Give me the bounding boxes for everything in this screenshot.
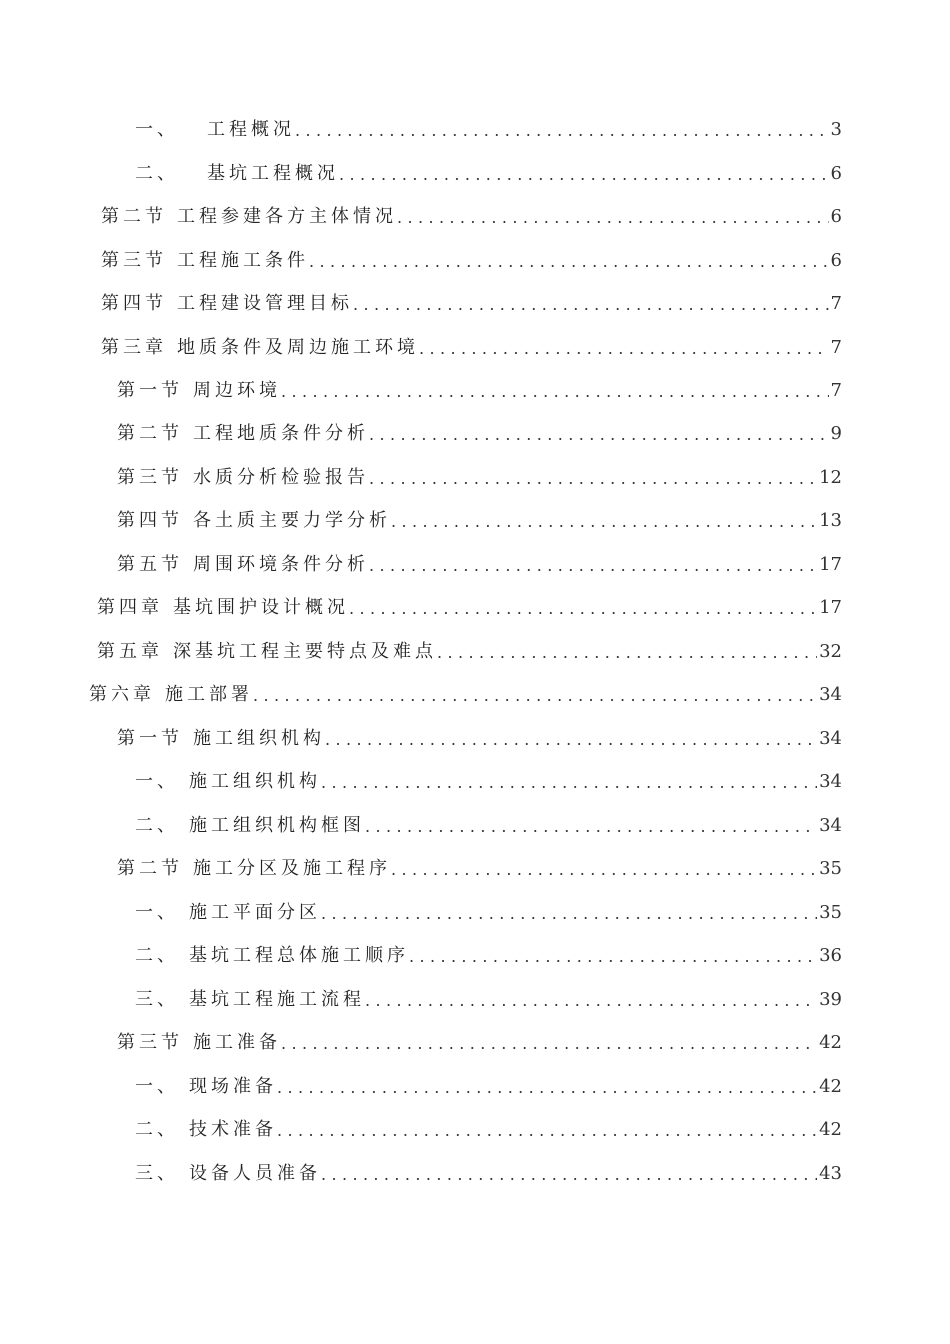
toc-entry-number: 二、 xyxy=(135,815,179,836)
toc-entry-page-number: 35 xyxy=(819,858,842,879)
toc-entry-number: 第四章 xyxy=(97,597,163,618)
toc-entry-text: 各土质主要力学分析 xyxy=(193,510,391,531)
toc-entry-number: 第三节 xyxy=(101,250,167,271)
toc-entry-text: 工程地质条件分析 xyxy=(193,423,369,444)
toc-entry-number: 一、 xyxy=(135,119,179,140)
toc-entry-page-number: 3 xyxy=(830,119,842,140)
toc-entry-title xyxy=(135,160,339,188)
dot-leader xyxy=(339,162,829,188)
toc-entry-page-number: 6 xyxy=(830,206,842,227)
toc-entry[interactable] xyxy=(101,203,842,231)
toc-entry-page-number: 34 xyxy=(819,815,842,836)
toc-entry-number: 第四节 xyxy=(117,510,183,531)
toc-entry-number: 二、 xyxy=(135,945,179,966)
toc-entry-title xyxy=(135,942,409,970)
toc-entry-text: 施工部署 xyxy=(165,684,253,705)
toc-entry-number: 第一节 xyxy=(117,728,183,749)
toc-entry-text: 技术准备 xyxy=(189,1119,277,1140)
toc-entry-page-number: 39 xyxy=(819,989,842,1010)
toc-entry-text: 施工分区及施工程序 xyxy=(193,858,391,879)
toc-entry-text: 基坑工程概况 xyxy=(207,163,339,184)
dot-leader xyxy=(391,509,817,535)
toc-entry[interactable] xyxy=(135,1116,842,1144)
dot-leader xyxy=(325,727,817,753)
toc-entry-page-number: 36 xyxy=(819,945,842,966)
toc-entry-title xyxy=(101,334,419,362)
toc-entry[interactable] xyxy=(135,899,842,927)
toc-entry-page-number: 17 xyxy=(819,554,842,575)
toc-entry-number: 二、 xyxy=(135,163,179,184)
toc-entry-page-number: 42 xyxy=(819,1076,842,1097)
toc-entry-title xyxy=(97,594,349,622)
toc-entry[interactable] xyxy=(135,1073,842,1101)
toc-entry-number: 第五节 xyxy=(117,554,183,575)
dot-leader xyxy=(365,814,817,840)
toc-entry-title xyxy=(117,725,325,753)
toc-entry-page-number: 42 xyxy=(819,1032,842,1053)
toc-entry-title xyxy=(135,1160,321,1188)
toc-entry-text: 施工平面分区 xyxy=(189,902,321,923)
toc-entry[interactable] xyxy=(117,377,842,405)
toc-entry-page-number: 9 xyxy=(830,423,842,444)
dot-leader xyxy=(309,249,829,275)
toc-entry-title xyxy=(135,1073,277,1101)
dot-leader xyxy=(277,1118,817,1144)
toc-entry[interactable] xyxy=(117,725,842,753)
toc-entry-number: 二、 xyxy=(135,1119,179,1140)
toc-entry-text: 基坑围护设计概况 xyxy=(173,597,349,618)
toc-entry-number: 第六章 xyxy=(89,684,155,705)
toc-entry[interactable] xyxy=(117,420,842,448)
toc-entry-number: 第五章 xyxy=(97,641,163,662)
toc-entry-page-number: 42 xyxy=(819,1119,842,1140)
dot-leader xyxy=(369,553,817,579)
toc-entry[interactable] xyxy=(135,812,842,840)
toc-entry-number: 第三节 xyxy=(117,467,183,488)
toc-entry-number: 一、 xyxy=(135,1076,179,1097)
dot-leader xyxy=(409,944,817,970)
toc-entry-title xyxy=(97,638,437,666)
toc-entry-number: 三、 xyxy=(135,1163,179,1184)
toc-entry-text: 基坑工程总体施工顺序 xyxy=(189,945,409,966)
toc-entry-title xyxy=(117,507,391,535)
toc-entry-page-number: 7 xyxy=(830,337,842,358)
toc-entry-title xyxy=(117,1029,281,1057)
toc-entry-number: 第一节 xyxy=(117,380,183,401)
toc-entry-text: 施工准备 xyxy=(193,1032,281,1053)
toc-entry-title xyxy=(117,420,369,448)
toc-entry-text: 基坑工程施工流程 xyxy=(189,989,365,1010)
toc-entry[interactable] xyxy=(97,594,842,622)
dot-leader xyxy=(277,1075,817,1101)
toc-entry-number: 第二节 xyxy=(117,858,183,879)
toc-entry-text: 地质条件及周边施工环境 xyxy=(177,337,419,358)
toc-entry-number: 一、 xyxy=(135,902,179,923)
toc-entry-page-number: 6 xyxy=(830,163,842,184)
toc-entry-page-number: 17 xyxy=(819,597,842,618)
toc-entry[interactable] xyxy=(101,334,842,362)
toc-entry[interactable] xyxy=(117,1029,842,1057)
dot-leader xyxy=(321,901,817,927)
toc-entry[interactable] xyxy=(117,551,842,579)
toc-entry-title xyxy=(117,464,369,492)
toc-entry-number: 第二节 xyxy=(101,206,167,227)
toc-entry[interactable] xyxy=(135,160,842,188)
toc-entry-title xyxy=(101,203,397,231)
dot-leader xyxy=(295,118,829,144)
toc-entry-title xyxy=(101,290,353,318)
toc-entry-text: 水质分析检验报告 xyxy=(193,467,369,488)
toc-entry-page-number: 34 xyxy=(819,728,842,749)
toc-entry-page-number: 7 xyxy=(830,293,842,314)
toc-entry-number: 第四节 xyxy=(101,293,167,314)
toc-entry-text: 深基坑工程主要特点及难点 xyxy=(173,641,437,662)
toc-entry-page-number: 32 xyxy=(819,641,842,662)
toc-entry-title xyxy=(101,247,309,275)
toc-entry-page-number: 7 xyxy=(830,380,842,401)
dot-leader xyxy=(281,379,829,405)
toc-entry[interactable] xyxy=(135,116,842,144)
toc-entry-number: 三、 xyxy=(135,989,179,1010)
toc-entry-text: 工程概况 xyxy=(207,119,295,140)
toc-entry-number: 第三章 xyxy=(101,337,167,358)
toc-entry-page-number: 34 xyxy=(819,684,842,705)
toc-entry[interactable] xyxy=(101,247,842,275)
dot-leader xyxy=(391,857,817,883)
dot-leader xyxy=(437,640,817,666)
toc-entry[interactable] xyxy=(135,942,842,970)
dot-leader xyxy=(321,770,817,796)
toc-entry[interactable] xyxy=(97,638,842,666)
toc-entry-page-number: 34 xyxy=(819,771,842,792)
toc-entry[interactable] xyxy=(89,681,842,709)
toc-entry[interactable] xyxy=(117,507,842,535)
dot-leader xyxy=(369,466,817,492)
dot-leader xyxy=(419,336,829,362)
toc-entry-text: 工程建设管理目标 xyxy=(177,293,353,314)
dot-leader xyxy=(281,1031,817,1057)
dot-leader xyxy=(353,292,829,318)
toc-entry-text: 施工组织机构框图 xyxy=(189,815,365,836)
dot-leader xyxy=(321,1162,817,1188)
dot-leader xyxy=(253,683,817,709)
dot-leader xyxy=(397,205,829,231)
toc-entry-number: 第三节 xyxy=(117,1032,183,1053)
toc-entry-number: 一、 xyxy=(135,771,179,792)
dot-leader xyxy=(369,422,829,448)
toc-entry-title xyxy=(135,116,295,144)
toc-entry[interactable] xyxy=(135,768,842,796)
dot-leader xyxy=(349,596,817,622)
toc-entry-title xyxy=(89,681,253,709)
toc-entry-page-number: 12 xyxy=(819,467,842,488)
toc-entry-title xyxy=(135,986,365,1014)
toc-entry-text: 现场准备 xyxy=(189,1076,277,1097)
toc-entry-title xyxy=(117,551,369,579)
toc-entry-text: 设备人员准备 xyxy=(189,1163,321,1184)
toc-entry-text: 工程施工条件 xyxy=(177,250,309,271)
toc-entry-page-number: 13 xyxy=(819,510,842,531)
toc-entry-title xyxy=(117,377,281,405)
toc-entry-text: 周围环境条件分析 xyxy=(193,554,369,575)
toc-entry-text: 工程参建各方主体情况 xyxy=(177,206,397,227)
toc-entry-text: 周边环境 xyxy=(193,380,281,401)
toc-entry-title xyxy=(117,855,391,883)
toc-entry[interactable] xyxy=(117,855,842,883)
toc-entry-page-number: 6 xyxy=(830,250,842,271)
toc-entry-text: 施工组织机构 xyxy=(193,728,325,749)
toc-entry-title xyxy=(135,1116,277,1144)
toc-entry-title xyxy=(135,768,321,796)
toc-entry-title xyxy=(135,899,321,927)
toc-entry[interactable] xyxy=(101,290,842,318)
dot-leader xyxy=(365,988,817,1014)
toc-entry[interactable] xyxy=(117,464,842,492)
toc-entry[interactable] xyxy=(135,1160,842,1188)
toc-entry-title xyxy=(135,812,365,840)
toc-entry-page-number: 35 xyxy=(819,902,842,923)
toc-entry-page-number: 43 xyxy=(819,1163,842,1184)
toc-entry[interactable] xyxy=(135,986,842,1014)
toc-entry-number: 第二节 xyxy=(117,423,183,444)
toc-entry-text: 施工组织机构 xyxy=(189,771,321,792)
